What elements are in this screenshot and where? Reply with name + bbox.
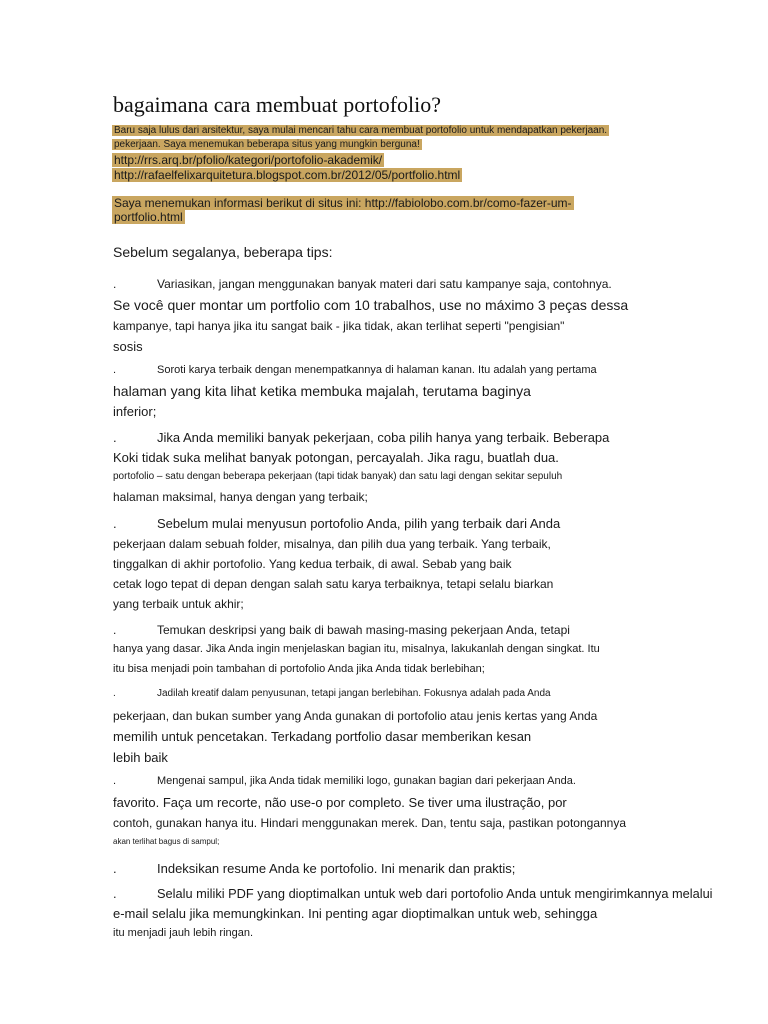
line-text: Indeksikan resume Anda ke portofolio. Ini menarik dan praktis; [157, 861, 516, 876]
intro-line: Baru saja lulus dari arsitektur, saya mulai mencari tahu cara membuat portofolio untuk mendapatkan pekerjaan. [114, 125, 608, 136]
list-item [113, 430, 609, 445]
bullet-marker: . [113, 516, 117, 531]
line-text: Variasikan, jangan menggunakan banyak materi dari satu kampanye saja, contohnya. [157, 277, 612, 291]
list-item [113, 688, 551, 699]
list-item [113, 277, 612, 291]
line-text: Sebelum mulai menyusun portofolio Anda, pilih yang terbaik dari Anda [157, 516, 561, 531]
list-item [113, 886, 713, 901]
list-item [113, 775, 576, 787]
intro-line: portfolio.html [114, 210, 183, 224]
line-text: lebih baik [113, 750, 168, 765]
line-text: itu bisa menjadi poin tambahan di portofolio Anda jika Anda tidak berlebihan; [113, 663, 485, 675]
line-text: Temukan deskripsi yang baik di bawah masing-masing pekerjaan Anda, tetapi [157, 623, 570, 637]
line-text: portofolio – satu dengan beberapa pekerjaan (tapi tidak banyak) dan satu lagi dengan sekitar sepuluh [113, 471, 563, 482]
line-text: sosis [113, 339, 143, 354]
line-text: Mengenai sampul, jika Anda tidak memiliki logo, gunakan bagian dari pekerjaan Anda. [157, 775, 576, 787]
line-text: contoh, gunakan hanya itu. Hindari menggunakan merek. Dan, tentu saja, pastikan potongannya [113, 816, 627, 830]
line-text: e-mail selalu jika memungkinkan. Ini penting agar dioptimalkan untuk web, sehingga [113, 906, 598, 921]
line-text: inferior; [113, 404, 157, 419]
line-text: cetak logo tepat di depan dengan salah satu karya terbaiknya, tetapi selalu biarkan [113, 577, 554, 591]
line-text: halaman yang kita lihat ketika membuka majalah, terutama baginya [113, 383, 531, 399]
bullet-marker: . [113, 886, 117, 901]
line-text: Jika Anda memiliki banyak pekerjaan, coba pilih hanya yang terbaik. Beberapa [157, 430, 610, 445]
line-text: yang terbaik untuk akhir; [113, 597, 244, 611]
intro-line: pekerjaan. Saya menemukan beberapa situs yang mungkin berguna! [114, 139, 420, 150]
line-text: hanya yang dasar. Jika Anda ingin menjelaskan bagian itu, misalnya, lakukanlah dengan singkat. Itu [113, 643, 600, 655]
bullet-marker: . [113, 277, 117, 291]
bullet-marker: . [113, 364, 117, 376]
line-text: akan terlihat bagus di sampul; [113, 837, 220, 846]
bullet-marker: . [113, 623, 117, 637]
tips-heading: Sebelum segalanya, beberapa tips: [113, 244, 333, 260]
line-text: Koki tidak suka melihat banyak potongan, percayalah. Jika ragu, buatlah dua. [113, 450, 559, 465]
list-item [113, 364, 597, 376]
intro-line: Saya menemukan informasi berikut di situs ini: http://fabiolobo.com.br/como-fazer-um- [114, 196, 572, 210]
line-text: favorito. Faça um recorte, não use-o por completo. Se tiver uma ilustração, por [113, 795, 567, 810]
line-text: halaman maksimal, hanya dengan yang terbaik; [113, 490, 368, 504]
bullet-marker: . [113, 430, 117, 445]
bullet-marker: . [113, 775, 117, 787]
line-text: memilih untuk pencetakan. Terkadang portfolio dasar memberikan kesan [113, 729, 532, 744]
line-text: pekerjaan, dan bukan sumber yang Anda gunakan di portofolio atau jenis kertas yang Anda [113, 709, 598, 723]
bullet-marker: . [113, 688, 116, 699]
bullet-marker: . [113, 861, 117, 876]
list-item [113, 861, 515, 876]
line-text: Jadilah kreatif dalam penyusunan, tetapi jangan berlebihan. Fokusnya adalah pada Anda [157, 688, 551, 699]
list-item [113, 516, 560, 531]
line-text: Se você quer montar um portfolio com 10 trabalhos, use no máximo 3 peças dessa [113, 297, 629, 313]
line-text: pekerjaan dalam sebuah folder, misalnya, dan pilih dua yang terbaik. Yang terbaik, [113, 537, 551, 551]
line-text: kampanye, tapi hanya jika itu sangat baik - jika tidak, akan terlihat seperti "pengisian" [113, 319, 565, 333]
list-item [113, 623, 570, 637]
line-text: itu menjadi jauh lebih ringan. [113, 927, 254, 939]
line-text: Soroti karya terbaik dengan menempatkannya di halaman kanan. Itu adalah yang pertama [157, 364, 597, 376]
intro-link[interactable]: http://rafaelfelixarquitetura.blogspot.com.br/2012/05/portfolio.html [114, 168, 461, 182]
line-text: Selalu miliki PDF yang dioptimalkan untuk web dari portofolio Anda untuk mengirimkannya melalui [157, 886, 713, 901]
intro-link[interactable]: http://rrs.arq.br/pfolio/kategori/portofolio-akademik/ [114, 153, 383, 167]
page-title: bagaimana cara membuat portofolio? [113, 92, 442, 117]
line-text: tinggalkan di akhir portofolio. Yang kedua terbaik, di awal. Sebab yang baik [113, 557, 512, 571]
